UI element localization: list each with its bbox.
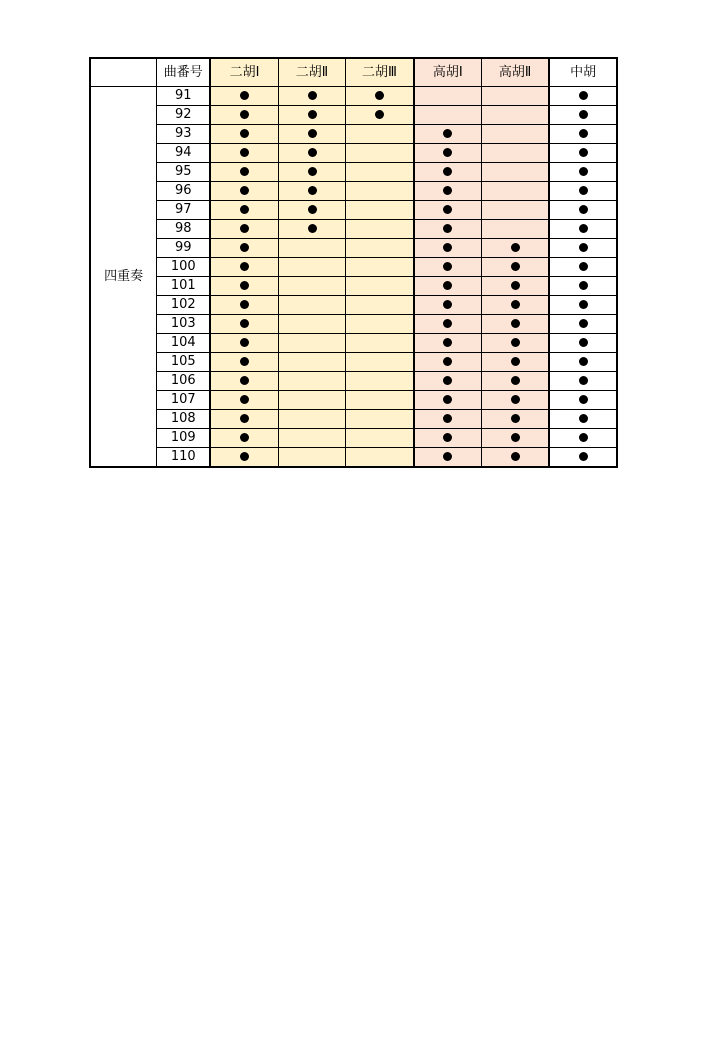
filled-circle-icon: [240, 186, 249, 195]
song-number-cell: 100: [157, 258, 211, 277]
ensemble-type-label: 四重奏: [90, 87, 157, 468]
cell-erhu-1: [210, 391, 278, 410]
cell-erhu-1: [210, 144, 278, 163]
cell-erhu-2: [278, 163, 346, 182]
filled-circle-icon: [240, 262, 249, 271]
song-number-cell: 106: [157, 372, 211, 391]
cell-erhu-3: [346, 239, 414, 258]
song-number-cell: 101: [157, 277, 211, 296]
filled-circle-icon: [240, 414, 249, 423]
filled-circle-icon: [443, 205, 452, 214]
table-row: [90, 277, 617, 296]
cell-zhonghu: [549, 315, 617, 334]
cell-gaohu-2: [481, 125, 549, 144]
cell-zhonghu: [549, 372, 617, 391]
cell-erhu-3: [346, 296, 414, 315]
cell-gaohu-1: [414, 448, 482, 468]
cell-gaohu-2: [481, 182, 549, 201]
filled-circle-icon: [240, 243, 249, 252]
cell-gaohu-2: [481, 372, 549, 391]
table-row: [90, 296, 617, 315]
cell-zhonghu: [549, 201, 617, 220]
song-number-cell: 99: [157, 239, 211, 258]
header-erhu-2: 二胡Ⅱ: [278, 58, 346, 87]
filled-circle-icon: [579, 167, 588, 176]
filled-circle-icon: [240, 110, 249, 119]
cell-gaohu-2: [481, 277, 549, 296]
filled-circle-icon: [308, 224, 317, 233]
cell-erhu-2: [278, 125, 346, 144]
cell-erhu-1: [210, 258, 278, 277]
filled-circle-icon: [240, 205, 249, 214]
cell-zhonghu: [549, 277, 617, 296]
cell-erhu-2: [278, 201, 346, 220]
filled-circle-icon: [240, 376, 249, 385]
filled-circle-icon: [443, 452, 452, 461]
cell-gaohu-1: [414, 144, 482, 163]
cell-gaohu-2: [481, 296, 549, 315]
cell-erhu-3: [346, 201, 414, 220]
filled-circle-icon: [579, 395, 588, 404]
cell-zhonghu: [549, 125, 617, 144]
table-body: [90, 87, 617, 468]
cell-erhu-2: [278, 182, 346, 201]
filled-circle-icon: [579, 357, 588, 366]
filled-circle-icon: [240, 148, 249, 157]
filled-circle-icon: [579, 186, 588, 195]
cell-gaohu-2: [481, 334, 549, 353]
cell-erhu-1: [210, 125, 278, 144]
cell-erhu-1: [210, 353, 278, 372]
filled-circle-icon: [240, 224, 249, 233]
cell-erhu-1: [210, 410, 278, 429]
filled-circle-icon: [240, 300, 249, 309]
filled-circle-icon: [308, 129, 317, 138]
cell-gaohu-2: [481, 201, 549, 220]
filled-circle-icon: [511, 433, 520, 442]
song-number-cell: 108: [157, 410, 211, 429]
song-number-cell: 93: [157, 125, 211, 144]
part-assignment-table: [89, 57, 618, 468]
cell-erhu-1: [210, 163, 278, 182]
filled-circle-icon: [240, 319, 249, 328]
cell-gaohu-1: [414, 125, 482, 144]
cell-erhu-3: [346, 220, 414, 239]
cell-erhu-3: [346, 277, 414, 296]
cell-zhonghu: [549, 448, 617, 468]
cell-erhu-3: [346, 106, 414, 125]
cell-gaohu-2: [481, 87, 549, 106]
table-row: [90, 372, 617, 391]
filled-circle-icon: [443, 167, 452, 176]
filled-circle-icon: [443, 433, 452, 442]
filled-circle-icon: [511, 338, 520, 347]
cell-gaohu-2: [481, 429, 549, 448]
filled-circle-icon: [240, 452, 249, 461]
table-row: [90, 353, 617, 372]
filled-circle-icon: [443, 148, 452, 157]
filled-circle-icon: [511, 300, 520, 309]
cell-erhu-3: [346, 391, 414, 410]
filled-circle-icon: [579, 243, 588, 252]
cell-gaohu-1: [414, 315, 482, 334]
cell-gaohu-1: [414, 220, 482, 239]
filled-circle-icon: [443, 357, 452, 366]
cell-erhu-3: [346, 448, 414, 468]
cell-erhu-1: [210, 277, 278, 296]
cell-zhonghu: [549, 87, 617, 106]
cell-zhonghu: [549, 391, 617, 410]
filled-circle-icon: [511, 452, 520, 461]
filled-circle-icon: [579, 110, 588, 119]
song-number-cell: 110: [157, 448, 211, 468]
cell-erhu-3: [346, 163, 414, 182]
cell-gaohu-1: [414, 277, 482, 296]
song-number-cell: 97: [157, 201, 211, 220]
filled-circle-icon: [511, 319, 520, 328]
cell-gaohu-2: [481, 258, 549, 277]
filled-circle-icon: [240, 167, 249, 176]
cell-zhonghu: [549, 410, 617, 429]
filled-circle-icon: [375, 110, 384, 119]
cell-erhu-2: [278, 334, 346, 353]
table-row: [90, 315, 617, 334]
filled-circle-icon: [308, 91, 317, 100]
cell-gaohu-1: [414, 429, 482, 448]
table-row: [90, 220, 617, 239]
cell-erhu-1: [210, 429, 278, 448]
filled-circle-icon: [579, 91, 588, 100]
filled-circle-icon: [579, 376, 588, 385]
cell-erhu-2: [278, 220, 346, 239]
cell-gaohu-2: [481, 353, 549, 372]
cell-erhu-2: [278, 391, 346, 410]
cell-erhu-2: [278, 410, 346, 429]
filled-circle-icon: [579, 433, 588, 442]
table-row: [90, 410, 617, 429]
song-number-cell: 103: [157, 315, 211, 334]
table-row: [90, 201, 617, 220]
cell-erhu-3: [346, 334, 414, 353]
filled-circle-icon: [443, 129, 452, 138]
filled-circle-icon: [308, 167, 317, 176]
filled-circle-icon: [511, 376, 520, 385]
song-number-cell: 96: [157, 182, 211, 201]
cell-gaohu-2: [481, 391, 549, 410]
cell-zhonghu: [549, 163, 617, 182]
cell-erhu-2: [278, 277, 346, 296]
cell-zhonghu: [549, 296, 617, 315]
cell-gaohu-1: [414, 334, 482, 353]
table-row: [90, 125, 617, 144]
header-row: [90, 58, 617, 87]
cell-erhu-3: [346, 144, 414, 163]
cell-erhu-2: [278, 87, 346, 106]
filled-circle-icon: [579, 300, 588, 309]
filled-circle-icon: [579, 281, 588, 290]
header-erhu-3: 二胡Ⅲ: [346, 58, 414, 87]
cell-gaohu-2: [481, 239, 549, 258]
header-gaohu-1: 高胡Ⅰ: [414, 58, 482, 87]
cell-zhonghu: [549, 182, 617, 201]
filled-circle-icon: [579, 224, 588, 233]
filled-circle-icon: [443, 338, 452, 347]
cell-gaohu-1: [414, 372, 482, 391]
table-row: [90, 163, 617, 182]
filled-circle-icon: [240, 281, 249, 290]
cell-gaohu-1: [414, 106, 482, 125]
cell-gaohu-1: [414, 87, 482, 106]
cell-zhonghu: [549, 106, 617, 125]
cell-gaohu-2: [481, 410, 549, 429]
song-number-cell: 91: [157, 87, 211, 106]
cell-zhonghu: [549, 220, 617, 239]
filled-circle-icon: [511, 243, 520, 252]
cell-gaohu-2: [481, 106, 549, 125]
cell-erhu-1: [210, 296, 278, 315]
filled-circle-icon: [443, 186, 452, 195]
filled-circle-icon: [579, 262, 588, 271]
filled-circle-icon: [579, 452, 588, 461]
cell-erhu-1: [210, 239, 278, 258]
table-row: [90, 144, 617, 163]
cell-zhonghu: [549, 429, 617, 448]
filled-circle-icon: [511, 262, 520, 271]
filled-circle-icon: [443, 414, 452, 423]
filled-circle-icon: [308, 205, 317, 214]
cell-erhu-2: [278, 296, 346, 315]
cell-zhonghu: [549, 258, 617, 277]
table-row: [90, 429, 617, 448]
cell-gaohu-1: [414, 239, 482, 258]
cell-gaohu-2: [481, 144, 549, 163]
cell-gaohu-1: [414, 391, 482, 410]
cell-gaohu-2: [481, 315, 549, 334]
filled-circle-icon: [240, 129, 249, 138]
song-number-cell: 95: [157, 163, 211, 182]
cell-zhonghu: [549, 334, 617, 353]
filled-circle-icon: [308, 110, 317, 119]
cell-erhu-2: [278, 106, 346, 125]
cell-erhu-2: [278, 372, 346, 391]
table-row: [90, 448, 617, 468]
filled-circle-icon: [443, 262, 452, 271]
cell-erhu-2: [278, 429, 346, 448]
cell-gaohu-1: [414, 182, 482, 201]
cell-erhu-3: [346, 315, 414, 334]
table-row: [90, 391, 617, 410]
filled-circle-icon: [443, 319, 452, 328]
cell-zhonghu: [549, 239, 617, 258]
song-number-cell: 104: [157, 334, 211, 353]
filled-circle-icon: [579, 129, 588, 138]
filled-circle-icon: [443, 243, 452, 252]
filled-circle-icon: [443, 300, 452, 309]
header-erhu-1: 二胡Ⅰ: [210, 58, 278, 87]
song-number-cell: 109: [157, 429, 211, 448]
cell-erhu-3: [346, 353, 414, 372]
cell-erhu-3: [346, 125, 414, 144]
cell-erhu-1: [210, 334, 278, 353]
cell-erhu-2: [278, 353, 346, 372]
cell-gaohu-1: [414, 163, 482, 182]
song-number-cell: 92: [157, 106, 211, 125]
table-row: [90, 87, 617, 106]
cell-gaohu-2: [481, 448, 549, 468]
cell-erhu-1: [210, 182, 278, 201]
song-number-cell: 107: [157, 391, 211, 410]
filled-circle-icon: [511, 395, 520, 404]
filled-circle-icon: [579, 205, 588, 214]
filled-circle-icon: [308, 186, 317, 195]
table-row: [90, 182, 617, 201]
filled-circle-icon: [579, 319, 588, 328]
cell-erhu-3: [346, 87, 414, 106]
cell-erhu-1: [210, 315, 278, 334]
filled-circle-icon: [579, 148, 588, 157]
cell-erhu-1: [210, 448, 278, 468]
song-number-cell: 98: [157, 220, 211, 239]
cell-gaohu-1: [414, 296, 482, 315]
table-row: [90, 334, 617, 353]
filled-circle-icon: [443, 224, 452, 233]
filled-circle-icon: [240, 395, 249, 404]
filled-circle-icon: [579, 414, 588, 423]
song-number-cell: 102: [157, 296, 211, 315]
cell-erhu-1: [210, 106, 278, 125]
cell-zhonghu: [549, 353, 617, 372]
filled-circle-icon: [443, 376, 452, 385]
filled-circle-icon: [240, 338, 249, 347]
cell-gaohu-2: [481, 163, 549, 182]
song-number-cell: 94: [157, 144, 211, 163]
filled-circle-icon: [579, 338, 588, 347]
table-row: [90, 239, 617, 258]
header-song-number: 曲番号: [157, 58, 211, 87]
cell-erhu-1: [210, 220, 278, 239]
table-row: [90, 106, 617, 125]
cell-erhu-2: [278, 239, 346, 258]
filled-circle-icon: [511, 414, 520, 423]
filled-circle-icon: [240, 433, 249, 442]
cell-erhu-3: [346, 182, 414, 201]
song-number-cell: 105: [157, 353, 211, 372]
table-row: [90, 258, 617, 277]
filled-circle-icon: [240, 357, 249, 366]
cell-gaohu-1: [414, 201, 482, 220]
cell-gaohu-1: [414, 353, 482, 372]
header-blank-cell: [90, 58, 157, 87]
cell-erhu-2: [278, 258, 346, 277]
cell-erhu-3: [346, 410, 414, 429]
filled-circle-icon: [443, 395, 452, 404]
cell-gaohu-1: [414, 258, 482, 277]
cell-erhu-3: [346, 429, 414, 448]
cell-erhu-2: [278, 315, 346, 334]
cell-erhu-2: [278, 144, 346, 163]
cell-erhu-1: [210, 372, 278, 391]
cell-zhonghu: [549, 144, 617, 163]
cell-erhu-1: [210, 201, 278, 220]
cell-erhu-3: [346, 372, 414, 391]
filled-circle-icon: [443, 281, 452, 290]
filled-circle-icon: [511, 281, 520, 290]
filled-circle-icon: [511, 357, 520, 366]
cell-erhu-3: [346, 258, 414, 277]
cell-erhu-2: [278, 448, 346, 468]
filled-circle-icon: [308, 148, 317, 157]
header-zhonghu: 中胡: [549, 58, 617, 87]
cell-erhu-1: [210, 87, 278, 106]
filled-circle-icon: [240, 91, 249, 100]
header-gaohu-2: 高胡Ⅱ: [481, 58, 549, 87]
cell-gaohu-1: [414, 410, 482, 429]
cell-gaohu-2: [481, 220, 549, 239]
filled-circle-icon: [375, 91, 384, 100]
